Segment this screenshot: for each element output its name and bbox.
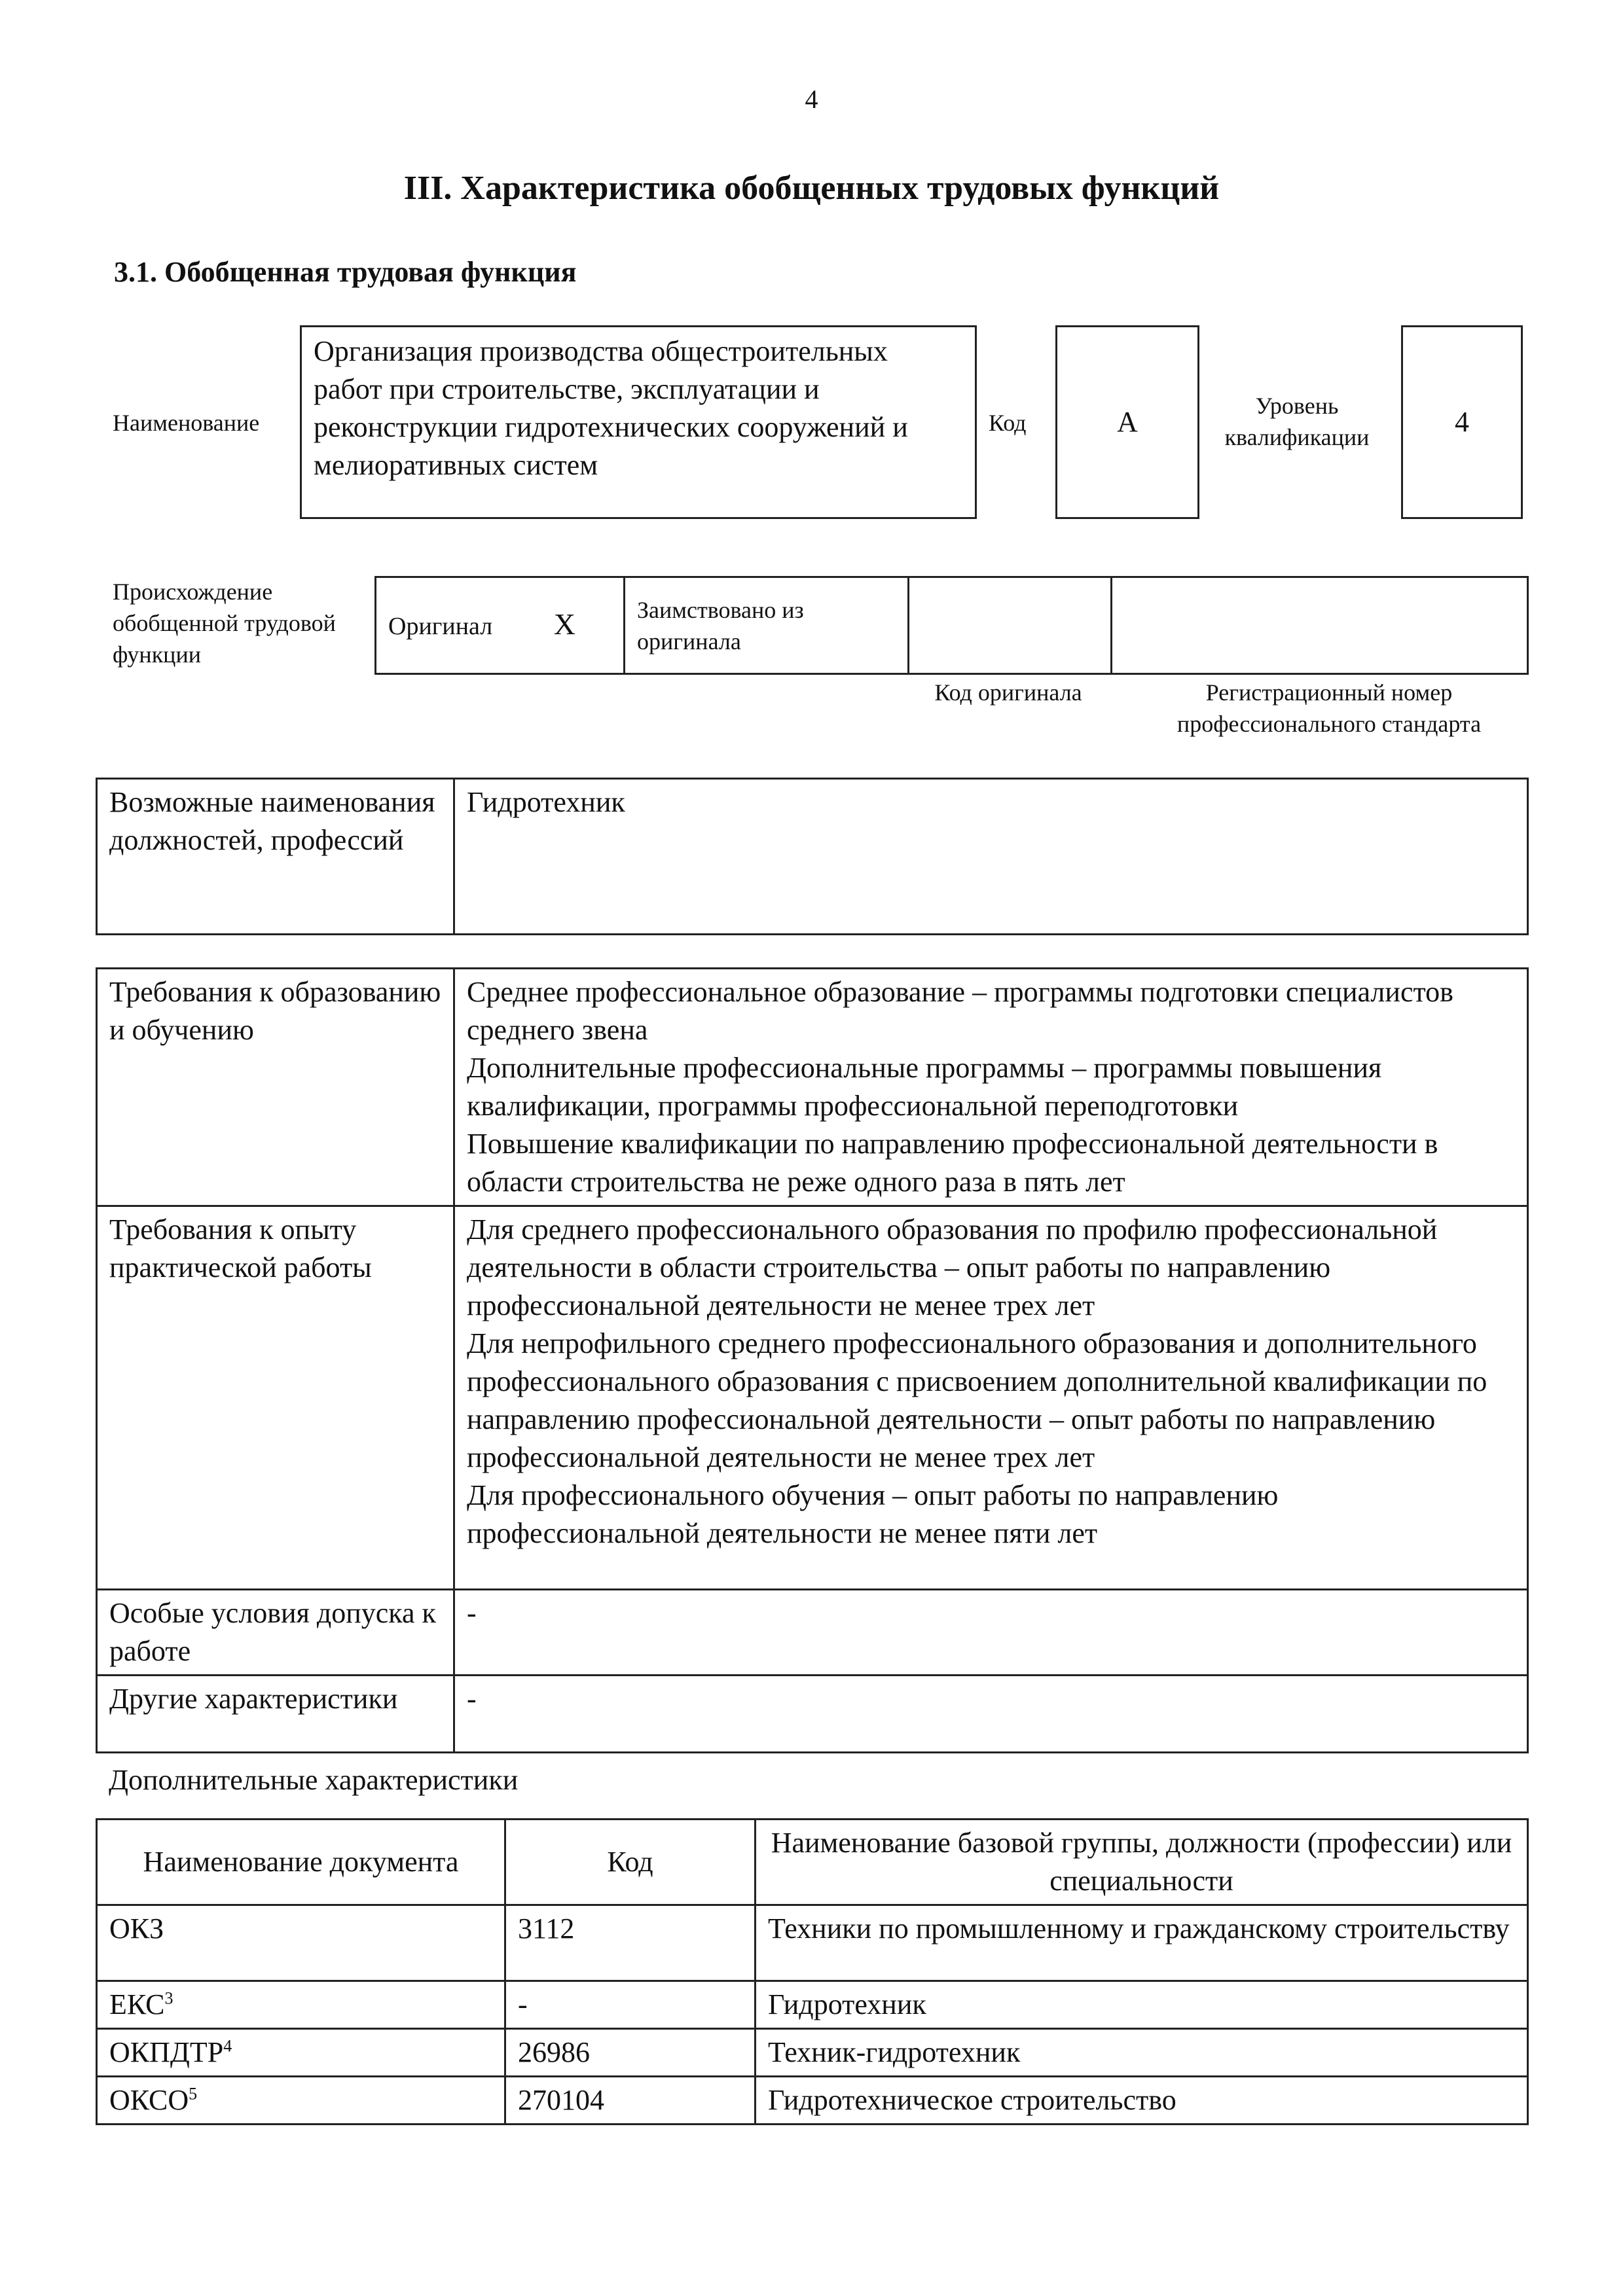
origin-table bbox=[374, 576, 1529, 675]
header-code: Код bbox=[505, 1820, 756, 1905]
table-row bbox=[97, 1905, 1528, 1981]
name-value: Организация производства общестроительных работ при строительстве, эксплуатации и реконструкции гидротехнических сооружений и мелиоративных систем bbox=[314, 335, 908, 481]
code-label: Код bbox=[989, 410, 1027, 436]
header-name: Наименование базовой группы, должности (профессии) или специальности bbox=[756, 1820, 1528, 1905]
level-value-box bbox=[1401, 325, 1523, 519]
positions-label: Возможные наименования должностей, профессий bbox=[97, 779, 454, 935]
page-number: 4 bbox=[805, 84, 818, 114]
origin-original-cell bbox=[376, 577, 625, 674]
row-code: - bbox=[505, 1981, 756, 2029]
requirement-value: - bbox=[454, 1590, 1528, 1676]
reg-number-caption: Регистрационный номер профессионального стандарта bbox=[1176, 679, 1482, 737]
requirement-row bbox=[97, 1676, 1528, 1753]
row-code: 26986 bbox=[505, 2029, 756, 2077]
positions-table bbox=[96, 778, 1529, 935]
origin-reg-cell bbox=[1112, 577, 1528, 674]
row-doc: ЕКС$^3$ bbox=[97, 1981, 505, 2029]
header-doc: Наименование документа bbox=[97, 1820, 505, 1905]
origin-original-label: Оригинал bbox=[388, 613, 493, 640]
original-code-caption: Код оригинала bbox=[934, 679, 1082, 706]
origin-code-cell bbox=[909, 577, 1112, 674]
code-value-box bbox=[1055, 325, 1199, 519]
requirement-label: Особые условия допуска к работе bbox=[97, 1590, 454, 1676]
positions-value: Гидротехник bbox=[454, 779, 1528, 935]
requirements-table bbox=[96, 967, 1529, 1753]
row-doc: ОКЗ bbox=[97, 1905, 505, 1981]
additional-table bbox=[96, 1818, 1529, 2125]
row-doc: ОКСО$^5$ bbox=[97, 2077, 505, 2125]
row-name: Техник-гидротехник bbox=[756, 2029, 1528, 2077]
subsection-title: 3.1. Обобщенная трудовая функция bbox=[114, 256, 577, 288]
requirement-value: Для среднего профессионального образования по профилю профессиональной деятельности в области строительства – опыт работы по направлению профессиональной деятельности не менее трех лет Для непрофильного среднего профессионального образования и дополнительного профессионального образования с присвоением дополнительной квалификации по направлению профессиональной деятельности – опыт работы по направлению профессиональной деятельности не менее трех лет Для профессионального обучения – опыт работы по направлению профессиональной деятельности не менее пяти лет bbox=[454, 1206, 1528, 1590]
code-value: А bbox=[1117, 406, 1138, 438]
requirement-row bbox=[97, 1590, 1528, 1676]
row-code: 3112 bbox=[505, 1905, 756, 1981]
requirement-label: Требования к образованию и обучению bbox=[97, 969, 454, 1206]
level-value: 4 bbox=[1455, 406, 1469, 438]
row-name: Гидротехническое строительство bbox=[756, 2077, 1528, 2125]
origin-borrowed-label: Заимствовано из оригинала bbox=[625, 577, 909, 674]
origin-original-mark: Х bbox=[553, 607, 575, 641]
name-value-box bbox=[300, 325, 977, 519]
requirement-label: Требования к опыту практической работы bbox=[97, 1206, 454, 1590]
requirement-row bbox=[97, 969, 1528, 1206]
table-row bbox=[97, 2029, 1528, 2077]
row-code: 270104 bbox=[505, 2077, 756, 2125]
row-doc: ОКПДТР$^4$ bbox=[97, 2029, 505, 2077]
table-row bbox=[97, 2077, 1528, 2125]
requirement-value: - bbox=[454, 1676, 1528, 1753]
origin-label: Происхождение обобщенной трудовой функции bbox=[113, 579, 336, 668]
table-row bbox=[97, 1981, 1528, 2029]
requirement-label: Другие характеристики bbox=[97, 1676, 454, 1753]
section-title: III. Характеристика обобщенных трудовых функций bbox=[403, 170, 1220, 207]
row-name: Техники по промышленному и гражданскому строительству bbox=[756, 1905, 1528, 1981]
additional-title: Дополнительные характеристики bbox=[109, 1764, 519, 1796]
requirement-row bbox=[97, 1206, 1528, 1590]
requirement-value: Среднее профессиональное образование – программы подготовки специалистов среднего звена Дополнительные профессиональные программы – программы повышения квалификации, программы профессиональной переподготовки Повышение квалификации по направлению профессиональной деятельности в области строительства не реже одного раза в пять лет bbox=[454, 969, 1528, 1206]
additional-header-row bbox=[97, 1820, 1528, 1905]
row-name: Гидротехник bbox=[756, 1981, 1528, 2029]
name-label: Наименование bbox=[113, 410, 260, 436]
level-label: Уровень квалификации bbox=[1224, 393, 1370, 450]
